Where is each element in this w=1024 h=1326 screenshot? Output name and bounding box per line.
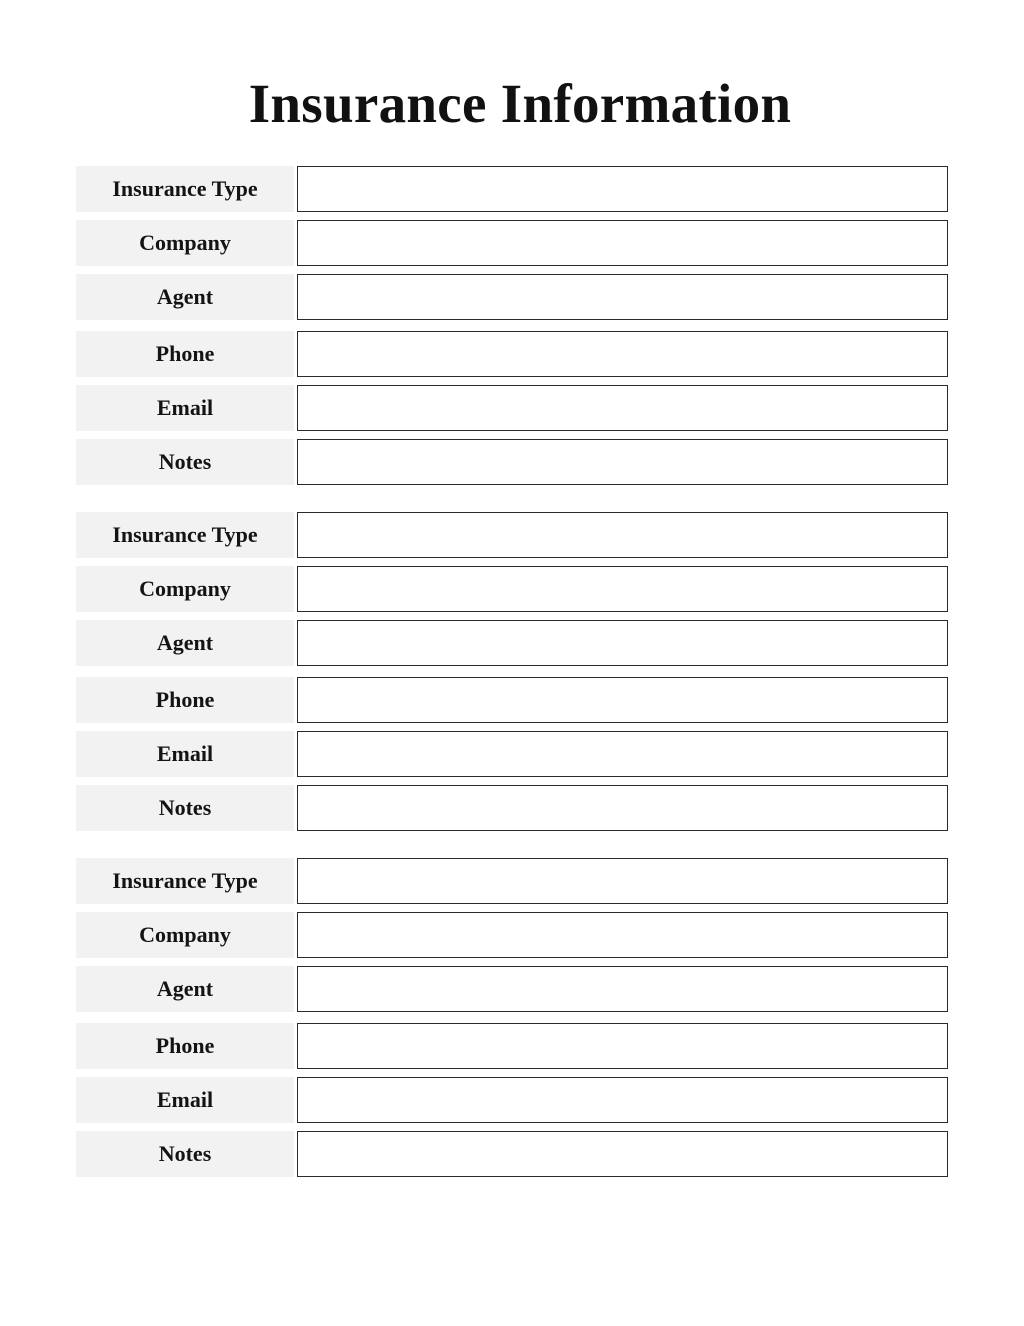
form-row-company: [76, 566, 948, 612]
page-title: Insurance Information: [248, 73, 792, 134]
insurance-type-field[interactable]: [297, 166, 948, 212]
agent-label: Agent: [76, 966, 294, 1012]
phone-field[interactable]: [297, 1023, 948, 1069]
form-row-agent: [76, 620, 948, 666]
insurance-type-field[interactable]: [297, 512, 948, 558]
agent-field[interactable]: [297, 620, 948, 666]
form-row-company: [76, 220, 948, 266]
form-row-agent: [76, 966, 948, 1012]
email-field[interactable]: [297, 731, 948, 777]
notes-field[interactable]: [297, 785, 948, 831]
form-row-email: [76, 731, 948, 777]
agent-field[interactable]: [297, 274, 948, 320]
insurance-type-label: Insurance Type: [76, 858, 294, 904]
phone-field[interactable]: [297, 677, 948, 723]
email-field[interactable]: [297, 385, 948, 431]
notes-label: Notes: [76, 1131, 294, 1177]
form-row-company: [76, 912, 948, 958]
company-label: Company: [76, 566, 294, 612]
phone-field[interactable]: [297, 331, 948, 377]
form-row-email: [76, 1077, 948, 1123]
email-field[interactable]: [297, 1077, 948, 1123]
agent-label: Agent: [76, 620, 294, 666]
phone-label: Phone: [76, 1023, 294, 1069]
insurance-type-label: Insurance Type: [76, 166, 294, 212]
insurance-type-label: Insurance Type: [76, 512, 294, 558]
email-label: Email: [76, 385, 294, 431]
company-field[interactable]: [297, 566, 948, 612]
company-label: Company: [76, 220, 294, 266]
form-row-notes: [76, 1131, 948, 1177]
notes-label: Notes: [76, 785, 294, 831]
notes-field[interactable]: [297, 1131, 948, 1177]
notes-label: Notes: [76, 439, 294, 485]
email-label: Email: [76, 1077, 294, 1123]
form-row-insurance-type: [76, 166, 948, 212]
company-field[interactable]: [297, 912, 948, 958]
agent-label: Agent: [76, 274, 294, 320]
company-field[interactable]: [297, 220, 948, 266]
notes-field[interactable]: [297, 439, 948, 485]
form-row-insurance-type: [76, 858, 948, 904]
form-row-phone: [76, 1023, 948, 1069]
phone-label: Phone: [76, 677, 294, 723]
form-row-agent: [76, 274, 948, 320]
phone-label: Phone: [76, 331, 294, 377]
company-label: Company: [76, 912, 294, 958]
form-row-insurance-type: [76, 512, 948, 558]
form-row-phone: [76, 331, 948, 377]
form-row-notes: [76, 785, 948, 831]
agent-field[interactable]: [297, 966, 948, 1012]
form-row-phone: [76, 677, 948, 723]
form-row-notes: [76, 439, 948, 485]
email-label: Email: [76, 731, 294, 777]
form-row-email: [76, 385, 948, 431]
insurance-type-field[interactable]: [297, 858, 948, 904]
